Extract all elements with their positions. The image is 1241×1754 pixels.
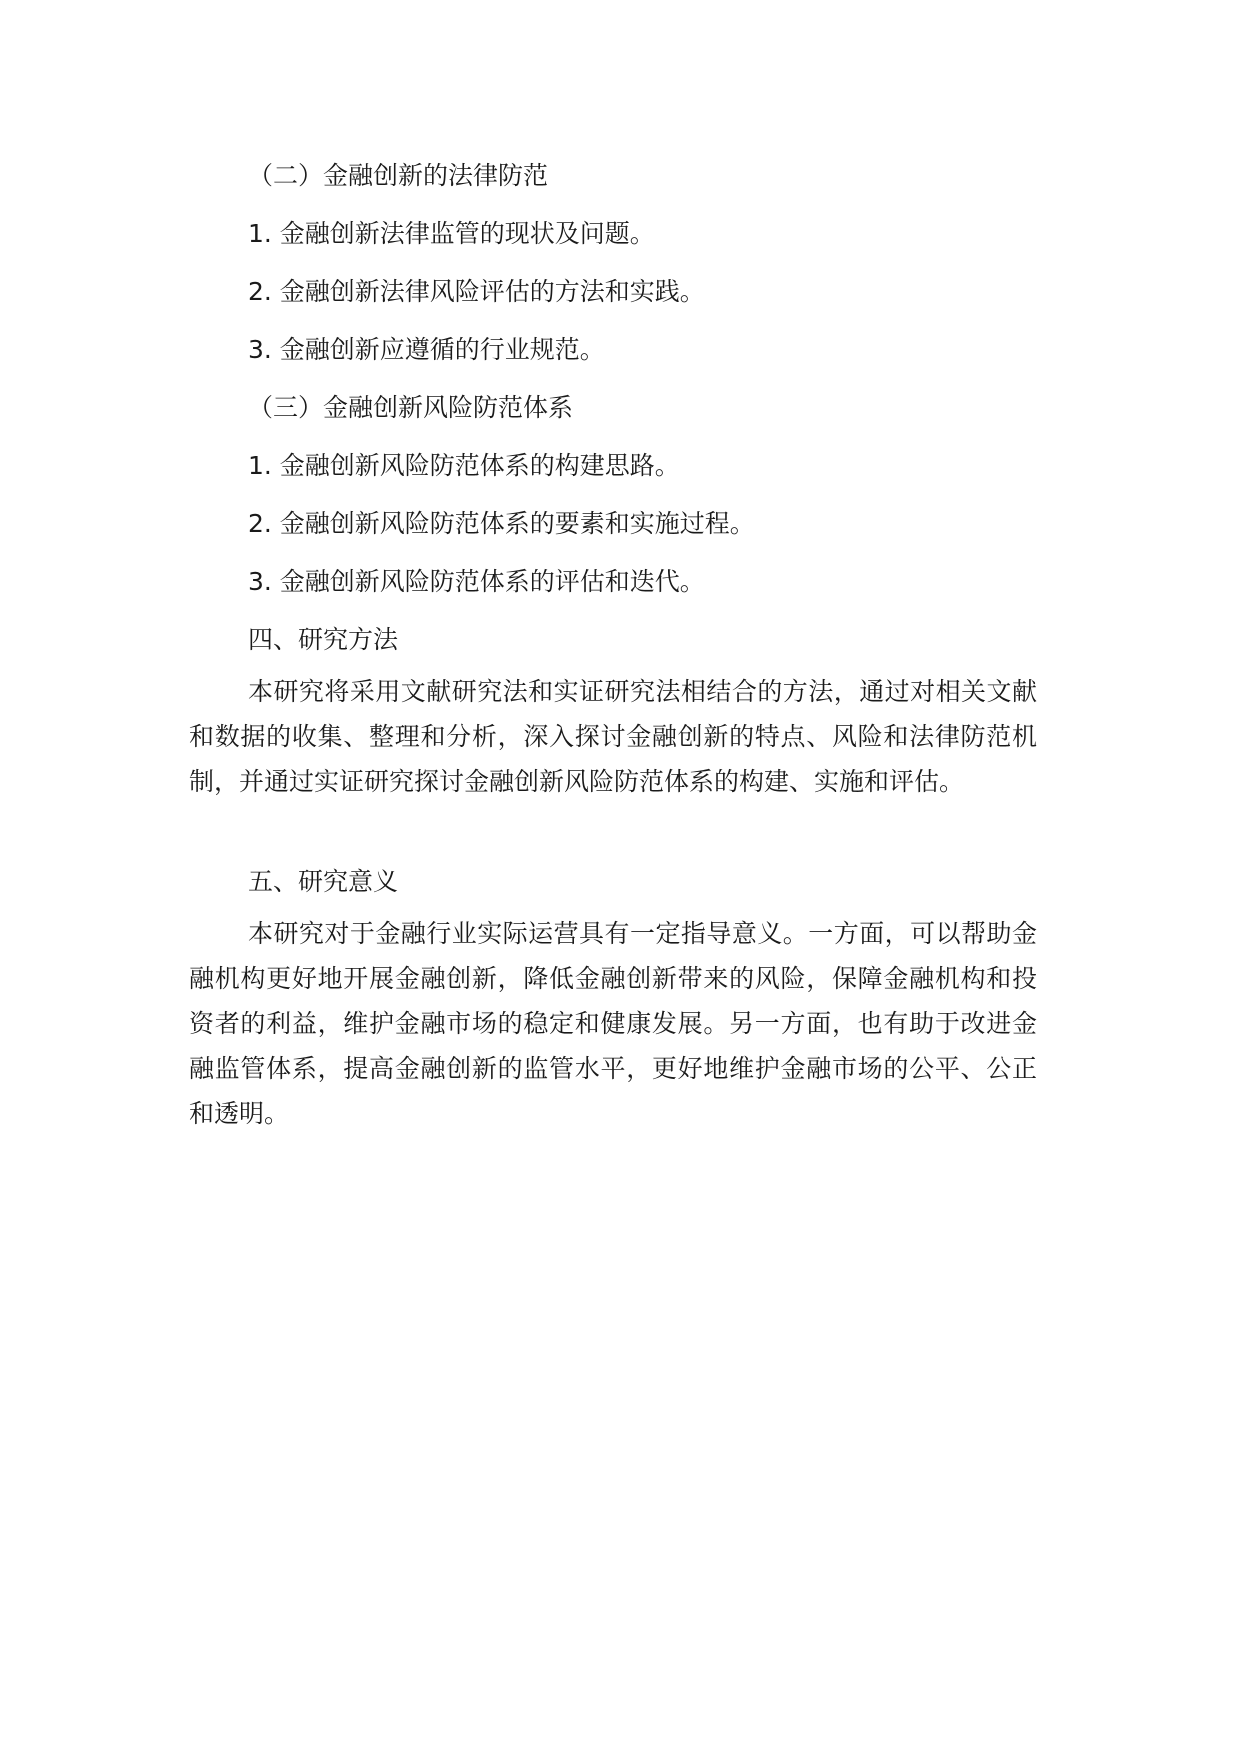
- section-three-item-1: 1. 金融创新风险防范体系的构建思路。: [248, 451, 680, 480]
- research-significance-paragraph: 本研究对于金融行业实际运营具有一定指导意义。一方面，可以帮助金融机构更好地开展金融创新，降低金融创新带来的风险，保障金融机构和投资者的利益，维护金融市场的稳定和健康发展。另一方面，也有助于改进金融监管体系，提高金融创新的监管水平，更好地维护金融市场的公平、公正和透明。: [189, 919, 1037, 1128]
- section-two-heading: （二）金融创新的法律防范: [248, 161, 549, 190]
- section-three-heading: （三）金融创新风险防范体系: [248, 393, 574, 422]
- section-two-item-3: 3. 金融创新应遵循的行业规范。: [248, 335, 605, 364]
- research-significance-heading: 五、研究意义: [248, 867, 399, 896]
- research-methods-heading: 四、研究方法: [248, 625, 399, 654]
- section-three-item-3: 3. 金融创新风险防范体系的评估和迭代。: [248, 567, 705, 596]
- section-two-item-1: 1. 金融创新法律监管的现状及问题。: [248, 219, 655, 248]
- section-two-item-2: 2. 金融创新法律风险评估的方法和实践。: [248, 277, 705, 306]
- section-three-item-2: 2. 金融创新风险防范体系的要素和实施过程。: [248, 509, 755, 538]
- research-methods-paragraph: 本研究将采用文献研究法和实证研究法相结合的方法，通过对相关文献和数据的收集、整理和分析，深入探讨金融创新的特点、风险和法律防范机制，并通过实证研究探讨金融创新风险防范体系的构建、实施和评估。: [189, 677, 1037, 796]
